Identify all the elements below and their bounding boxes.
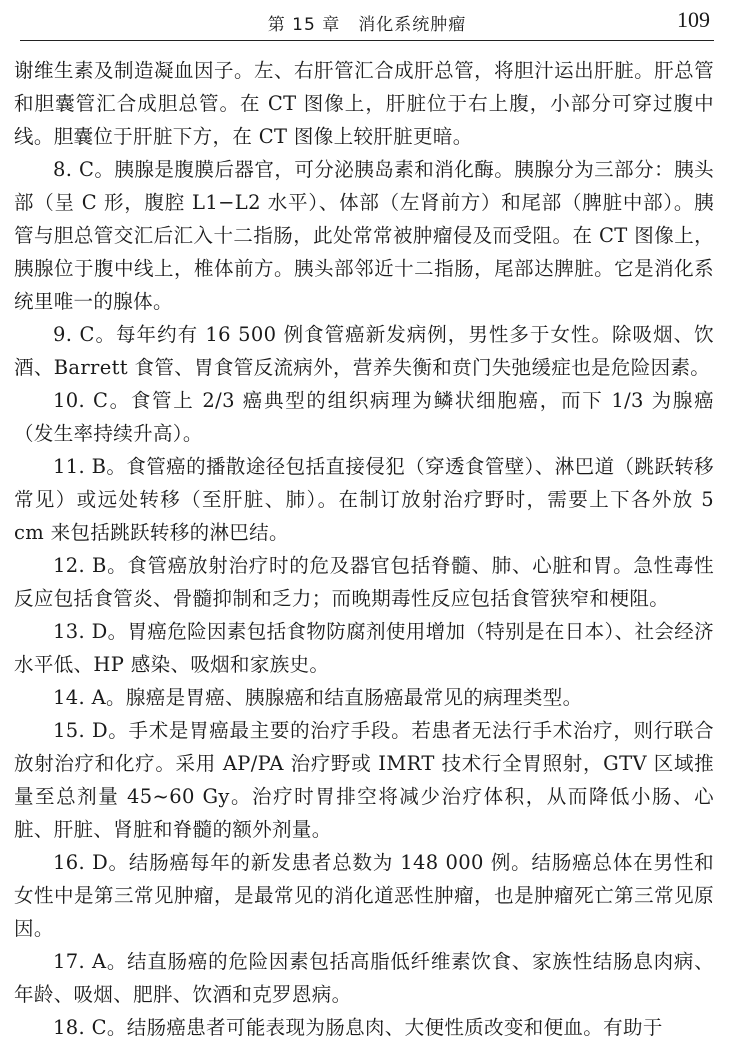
page-body	[14, 54, 714, 1044]
answer-18: 18. C。结肠癌患者可能表现为肠息肉、大便性质改变和便血。有助于	[53, 1016, 663, 1039]
answer-8: 8. C。胰腺是腹膜后器官，可分泌胰岛素和消化酶。胰腺分为三部分：胰头部（呈 C 形，腹腔 L1−L2 水平）、体部（左肾前方）和尾部（脾脏中部）。胰管与胆总管交汇后汇入十二指肠，此处常常被肿瘤侵及而受阻。在 CT 图像上，胰腺位于腹中线上，椎体前方。胰头部邻近十二指肠，尾部达脾脏。它是消化系统里唯一的腺体。	[14, 158, 714, 313]
chapter-title: 第 15 章 消化系统肿瘤	[267, 15, 467, 35]
answer-15: 15. D。手术是胃癌最主要的治疗手段。若患者无法行手术治疗，则行联合放射治疗和化疗。采用 AP/PA 治疗野或 IMRT 技术行全胃照射，GTV 区域推量至总剂量 45~60 Gy。治疗时胃排空将减少治疗体积，从而降低小肠、心脏、肝脏、肾脏和脊髓的额外剂量。	[14, 719, 714, 841]
answer-17: 17. A。结直肠癌的危险因素包括高脂低纤维素饮食、家族性结肠息肉病、年龄、吸烟、肥胖、饮酒和克罗恩病。	[14, 950, 714, 1006]
answer-11: 11. B。食管癌的播散途径包括直接侵犯（穿透食管壁）、淋巴道（跳跃转移常见）或远处转移（至肝脏、肺）。在制订放射治疗野时，需要上下各外放 5 cm 来包括跳跃转移的淋巴结。	[14, 455, 714, 544]
paragraph-continuation: 谢维生素及制造凝血因子。左、右肝管汇合成肝总管，将胆汁运出肝脏。肝总管和胆囊管汇合成胆总管。在 CT 图像上，肝脏位于右上腹，小部分可穿过腹中线。胆囊位于肝脏下方，在 CT 图像上较肝脏更暗。	[14, 59, 714, 148]
answer-16: 16. D。结肠癌每年的新发患者总数为 148 000 例。结肠癌总体在男性和女性中是第三常见肿瘤，是最常见的消化道恶性肿瘤，也是肿瘤死亡第三常见原因。	[14, 851, 714, 940]
answer-14: 14. A。腺癌是胃癌、胰腺癌和结直肠癌最常见的病理类型。	[53, 686, 583, 709]
page-header	[20, 4, 714, 41]
answer-9: 9. C。每年约有 16 500 例食管癌新发病例，男性多于女性。除吸烟、饮酒、Barrett 食管、胃食管反流病外，营养失衡和贲门失弛缓症也是危险因素。	[14, 323, 714, 379]
answer-10: 10. C。食管上 2/3 癌典型的组织病理为鳞状细胞癌，而下 1/3 为腺癌（发生率持续升高）。	[14, 389, 714, 445]
page-number: 109	[677, 7, 710, 32]
answer-13: 13. D。胃癌危险因素包括食物防腐剂使用增加（特别是在日本）、社会经济水平低、HP 感染、吸烟和家族史。	[14, 620, 714, 676]
answer-12: 12. B。食管癌放射治疗时的危及器官包括脊髓、肺、心脏和胃。急性毒性反应包括食管炎、骨髓抑制和乏力；而晚期毒性反应包括食管狭窄和梗阻。	[14, 554, 714, 610]
